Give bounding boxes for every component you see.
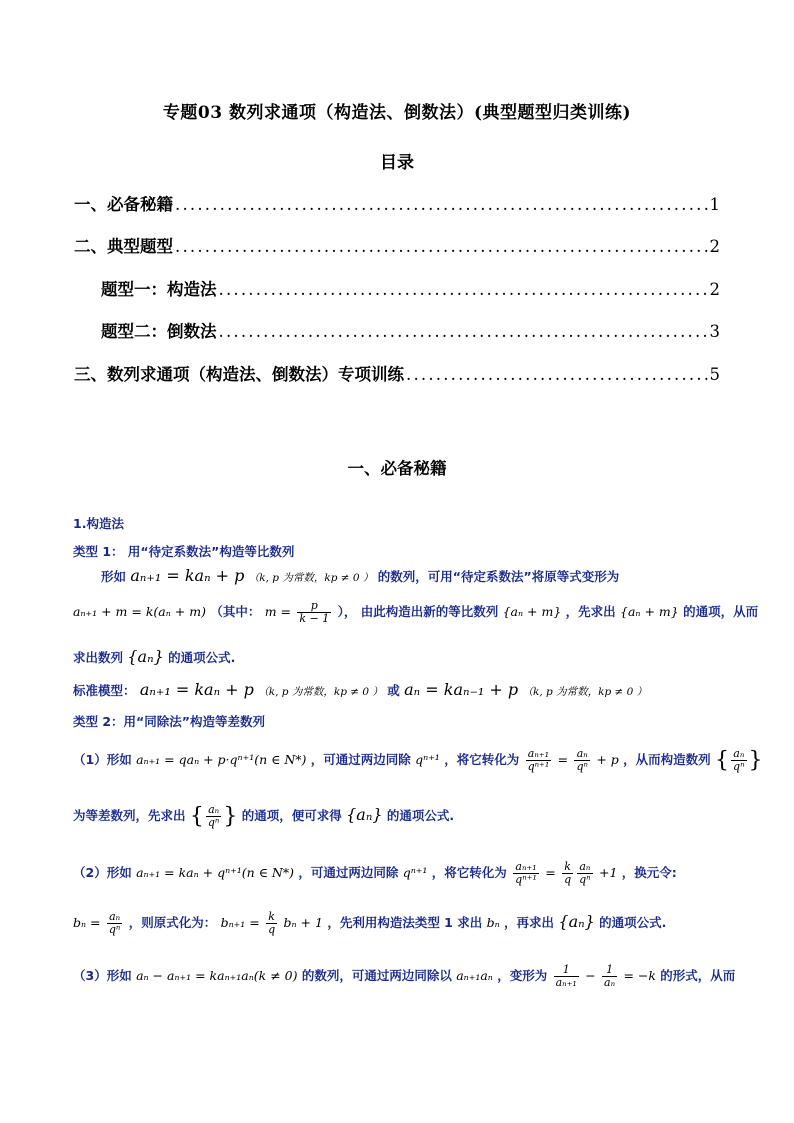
- toc-entry-2[interactable]: [74, 233, 720, 257]
- toc-leader-dots: [404, 365, 710, 384]
- fraction: $\frac{k}{q}$: [564, 860, 572, 886]
- fraction: $\frac{\text{aₙ}}{\text{qⁿ}}$: [108, 910, 121, 936]
- standard-model-line: 标准模型： aₙ₊₁ = kaₙ + p （k, p 为常数，kp ≠ 0 ） 或 aₙ = kaₙ₋₁ + p （k, p 为常数，kp ≠ 0 ）: [73, 680, 648, 699]
- toc-entry-1[interactable]: [74, 191, 720, 215]
- type1-line2: aₙ₊₁ + m = k(aₙ + m) （其中： m = $\frac{p}{k - 1}$ ）， 由此构造出新的等比数列 {aₙ + m} ，先求出 {aₙ + m} 的通项，从而: [73, 599, 759, 625]
- fraction: $\frac{p}{k - 1}$: [299, 599, 330, 625]
- fraction: $\frac{1}{\text{aₙ₊₁}}$: [555, 963, 577, 989]
- toc-page-number: 1: [709, 195, 720, 214]
- formula: aₙ₊₁ = kaₙ + p: [130, 566, 245, 585]
- section-heading: 一、必备秘籍: [347, 459, 447, 478]
- toc-page-number: 3: [709, 322, 720, 341]
- toc-page-number: 2: [709, 280, 720, 299]
- fraction: $\frac{\text{aₙ₊₁}}{\text{qⁿ⁺¹}}$: [515, 860, 537, 886]
- type2-item2-cont: bₙ = $\frac{\text{aₙ}}{\text{qⁿ}}$ ，则原式化为： bₙ₊₁ = $\frac{k}{q}$ bₙ + 1 ，先利用构造法类型 1 求出 bₙ ，再求出 {aₙ} 的通项公式.: [73, 910, 667, 936]
- toc-entry-label: 二、典型题型: [74, 237, 173, 256]
- formula: aₙ₊₁ + m = k(aₙ + m): [73, 604, 206, 619]
- type1-title: 类型 1： 用“待定系数法”构造等比数列: [73, 544, 295, 559]
- fraction: $\frac{\text{aₙ}}{\text{qⁿ}}$: [733, 747, 745, 773]
- toc-title: 目录: [380, 153, 414, 173]
- toc-leader-dots: [217, 322, 710, 341]
- type2-item1: （1）形如 aₙ₊₁ = qaₙ + p·qⁿ⁺¹(n ∈ N*) ，可通过两边同除 qⁿ⁺¹ ，将它转化为 $\frac{\text{aₙ₊₁}}{\text{qⁿ⁺¹}}$ = $\frac{\text{aₙ}}{\text{qⁿ}}$ + p ，从而构造数列 { $\frac{\text{aₙ}}{\text{qⁿ}}$ }: [73, 747, 763, 773]
- fraction: $\frac{\text{aₙ}}{\text{qⁿ}}$: [579, 860, 591, 886]
- type2-item2: （2）形如 aₙ₊₁ = kaₙ + qⁿ⁺¹(n ∈ N*) ，可通过两边同除 qⁿ⁺¹ ，将它转化为 $\frac{\text{aₙ₊₁}}{\text{qⁿ⁺¹}}$ = $\frac{k}{q}$ $\frac{\text{aₙ}}{\text{qⁿ}}$ +1 ，换元令:: [73, 860, 677, 886]
- type1-line3: 求出数列 {aₙ} 的通项公式.: [73, 647, 236, 666]
- toc-entry-5[interactable]: [74, 361, 720, 385]
- fraction: $\frac{1}{\text{aₙ}}$: [604, 963, 616, 989]
- toc-page-number: 5: [709, 365, 720, 384]
- toc-entry-label: 三、数列求通项（构造法、倒数法）专项训练: [74, 365, 404, 384]
- type2-title: 类型 2：用“同除法”构造等差数列: [73, 714, 265, 729]
- fraction: $\frac{\text{aₙ}}{\text{qⁿ}}$: [576, 747, 588, 773]
- toc-leader-dots: [217, 280, 710, 299]
- fraction: $\frac{k}{q}$: [268, 910, 276, 936]
- type2-item1-cont: 为等差数列，先求出 { $\frac{\text{aₙ}}{\text{qⁿ}}$ } 的通项，便可求得 {aₙ} 的通项公式.: [73, 803, 455, 829]
- toc-leader-dots: [173, 195, 710, 214]
- subsection-title: 1.构造法: [73, 516, 124, 531]
- toc-page-number: 2: [709, 237, 720, 256]
- document-title: 专题03 数列求通项（构造法、倒数法）(典型题型归类训练): [162, 103, 632, 123]
- fraction: $\frac{\text{aₙ}}{\text{qⁿ}}$: [207, 803, 220, 829]
- toc-entry-label: 题型一：构造法: [101, 280, 217, 299]
- type2-item3: （3）形如 aₙ − aₙ₊₁ = kaₙ₊₁aₙ(k ≠ 0) 的数列，可通过两边同除以 aₙ₊₁aₙ ，变形为 $\frac{1}{\text{aₙ₊₁}}$ − $\frac{1}{\text{aₙ}}$ = −k 的形式，从而: [73, 963, 736, 989]
- type1-line1: 形如 aₙ₊₁ = kaₙ + p （k, p 为常数，kp ≠ 0 ） 的数列，可用“待定系数法”将原等式变形为: [101, 566, 620, 585]
- toc-entry-label: 一、必备秘籍: [74, 195, 173, 214]
- toc-leader-dots: [173, 237, 710, 256]
- toc-entry-label: 题型二：倒数法: [101, 322, 217, 341]
- toc-entry-4[interactable]: [101, 318, 720, 342]
- toc-entry-3[interactable]: [101, 276, 720, 300]
- fraction: $\frac{\text{aₙ₊₁}}{\text{qⁿ⁺¹}}$: [527, 747, 550, 773]
